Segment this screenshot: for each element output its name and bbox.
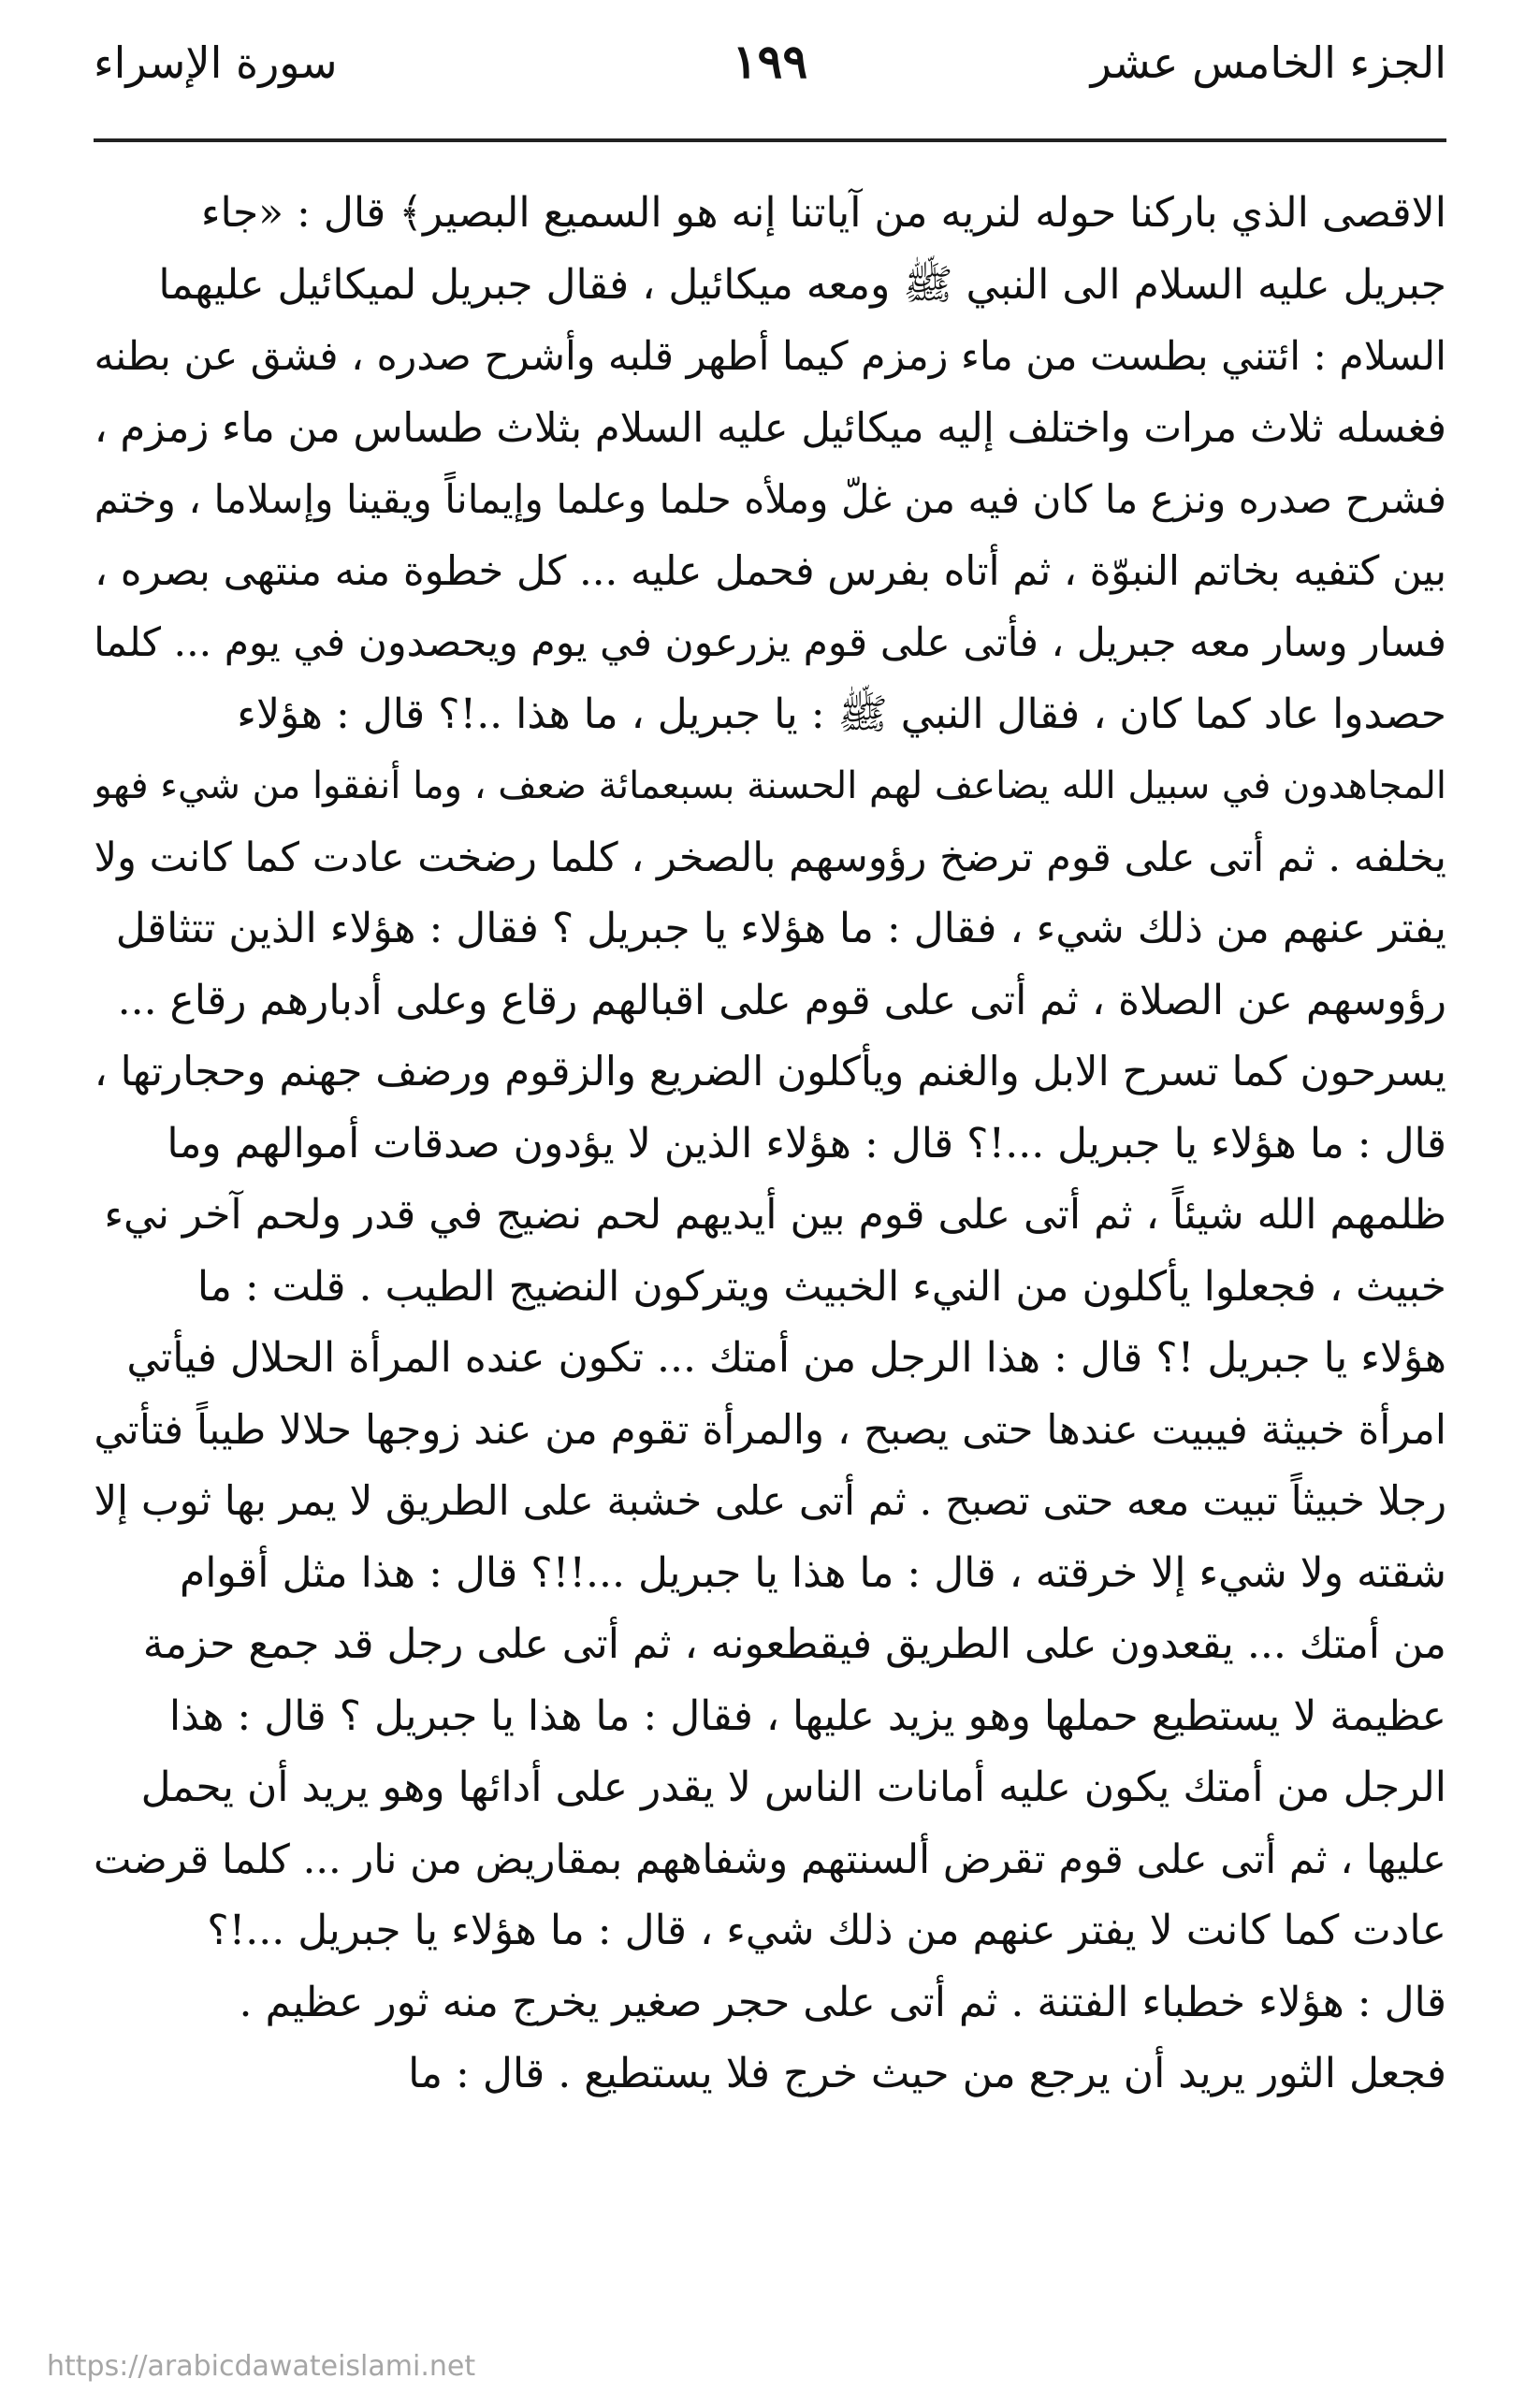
- page-header: [94, 26, 1446, 110]
- text-line: فسار وسار معه جبريل ، فأتى على قوم يزرعون في يوم ويحصدون في يوم ... كلما: [94, 619, 1446, 666]
- text-line: رجلا خبيثاً تبيت معه حتى تصبح . ثم أتى على خشبة على الطريق لا يمر بها ثوب إلا: [94, 1478, 1446, 1525]
- text-line: شقته ولا شيء إلا خرقته ، قال : ما هذا يا جبريل ...!!؟ قال : هذا مثل أقوام: [180, 1548, 1446, 1597]
- text-line: الاقصى الذي باركنا حوله لنريه من آياتنا إنه هو السميع البصير﴾ قال : «جاء: [200, 189, 1446, 237]
- text-line: يفتر عنهم من ذلك شيء ، فقال : ما هؤلاء يا جبريل ؟ فقال : هؤلاء الذين تتثاقل: [115, 905, 1446, 952]
- watermark-url: https://arabicdawateislami.net: [47, 2350, 476, 2383]
- text-line: حصدوا عاد كما كان ، فقال النبي ﷺ : يا جبريل ، ما هذا ..!؟ قال : هؤلاء: [237, 689, 1446, 738]
- text-line: قال : هؤلاء خطباء الفتنة . ثم أتى على حجر صغير يخرج منه ثور عظيم .: [239, 1978, 1446, 2026]
- text-line: بين كتفيه بخاتم النبوّة ، ثم أتاه بفرس فحمل عليه ... كل خطوة منه منتهى بصره ،: [94, 547, 1446, 595]
- text-line: من أمتك ... يقعدون على الطريق فيقطعونه ، ثم أتى على رجل قد جمع حزمة: [142, 1620, 1446, 1668]
- body-text: [94, 178, 1446, 2111]
- text-line: فغسله ثلاث مرات واختلف إليه ميكائيل عليه السلام بثلاث طساس من ماء زمزم ،: [94, 404, 1446, 452]
- text-line: السلام : ائتني بطست من ماء زمزم كيما أطهر قلبه وأشرح صدره ، فشق عن بطنه: [94, 333, 1446, 380]
- text-line: يخلفه . ثم أتى على قوم ترضخ رؤوسهم بالصخر ، كلما رضخت عادت كما كانت ولا: [94, 834, 1446, 881]
- text-line: الرجل من أمتك يكون عليه أمانات الناس لا يقدر على أدائها وهو يريد أن يحمل: [140, 1763, 1446, 1811]
- text-line: رؤوسهم عن الصلاة ، ثم أتى على قوم على اقبالهم رقاع وعلى أدبارهم رقاع ...: [117, 976, 1446, 1024]
- header-divider: [94, 138, 1446, 142]
- text-line: المجاهدون في سبيل الله يضاعف لهم الحسنة بسبعمائة ضعف ، وما أنفقوا من شيء فهو: [94, 764, 1446, 807]
- text-line: امرأة خبيثة فيبيت عندها حتى يصبح ، والمرأة تقوم من عند زوجها حلالا طيباً فتأتي: [94, 1406, 1446, 1454]
- text-line: عليها ، ثم أتى على قوم تقرض ألسنتهم وشفاههم بمقاريض من نار ... كلما قرضت: [94, 1835, 1446, 1883]
- text-line: قال : ما هؤلاء يا جبريل ...!؟ قال : هؤلاء الذين لا يؤدون صدقات أموالهم وما: [167, 1119, 1446, 1168]
- text-line: ظلمهم الله شيئاً ، ثم أتى على قوم بين أيديهم لحم نضيج في قدر ولحم آخر نيء: [104, 1191, 1446, 1239]
- text-line: فجعل الثور يريد أن يرجع من حيث خرج فلا يستطيع . قال : ما: [408, 2050, 1446, 2097]
- text-line: عادت كما كانت لا يفتر عنهم من ذلك شيء ، قال : ما هؤلاء يا جبريل ...!؟: [207, 1907, 1446, 1954]
- juz-title: الجزء الخامس عشر: [1090, 37, 1446, 88]
- text-line: يسرحون كما تسرح الابل والغنم ويأكلون الضريع والزقوم ورضف جهنم وحجارتها ،: [94, 1049, 1446, 1095]
- text-line: فشرح صدره ونزع ما كان فيه من غلّ وملأه حلما وعلما وإيماناً ويقينا وإسلاما ، وختم: [94, 476, 1446, 522]
- text-line: جبريل عليه السلام الى النبي ﷺ ومعه ميكائيل ، فقال جبريل لميكائيل عليهما: [158, 260, 1446, 309]
- surah-title: سورة الإسراء: [94, 37, 338, 88]
- text-line: عظيمة لا يستطيع حملها وهو يزيد عليها ، فقال : ما هذا يا جبريل ؟ قال : هذا: [168, 1691, 1446, 1740]
- page-number: ١٩٩: [732, 34, 808, 89]
- text-line: هؤلاء يا جبريل !؟ قال : هذا الرجل من أمتك ... تكون عنده المرأة الحلال فيأتي: [126, 1334, 1446, 1382]
- text-line: خبيث ، فجعلوا يأكلون من النيء الخبيث ويتركون النضيج الطيب . قلت : ما: [196, 1262, 1446, 1311]
